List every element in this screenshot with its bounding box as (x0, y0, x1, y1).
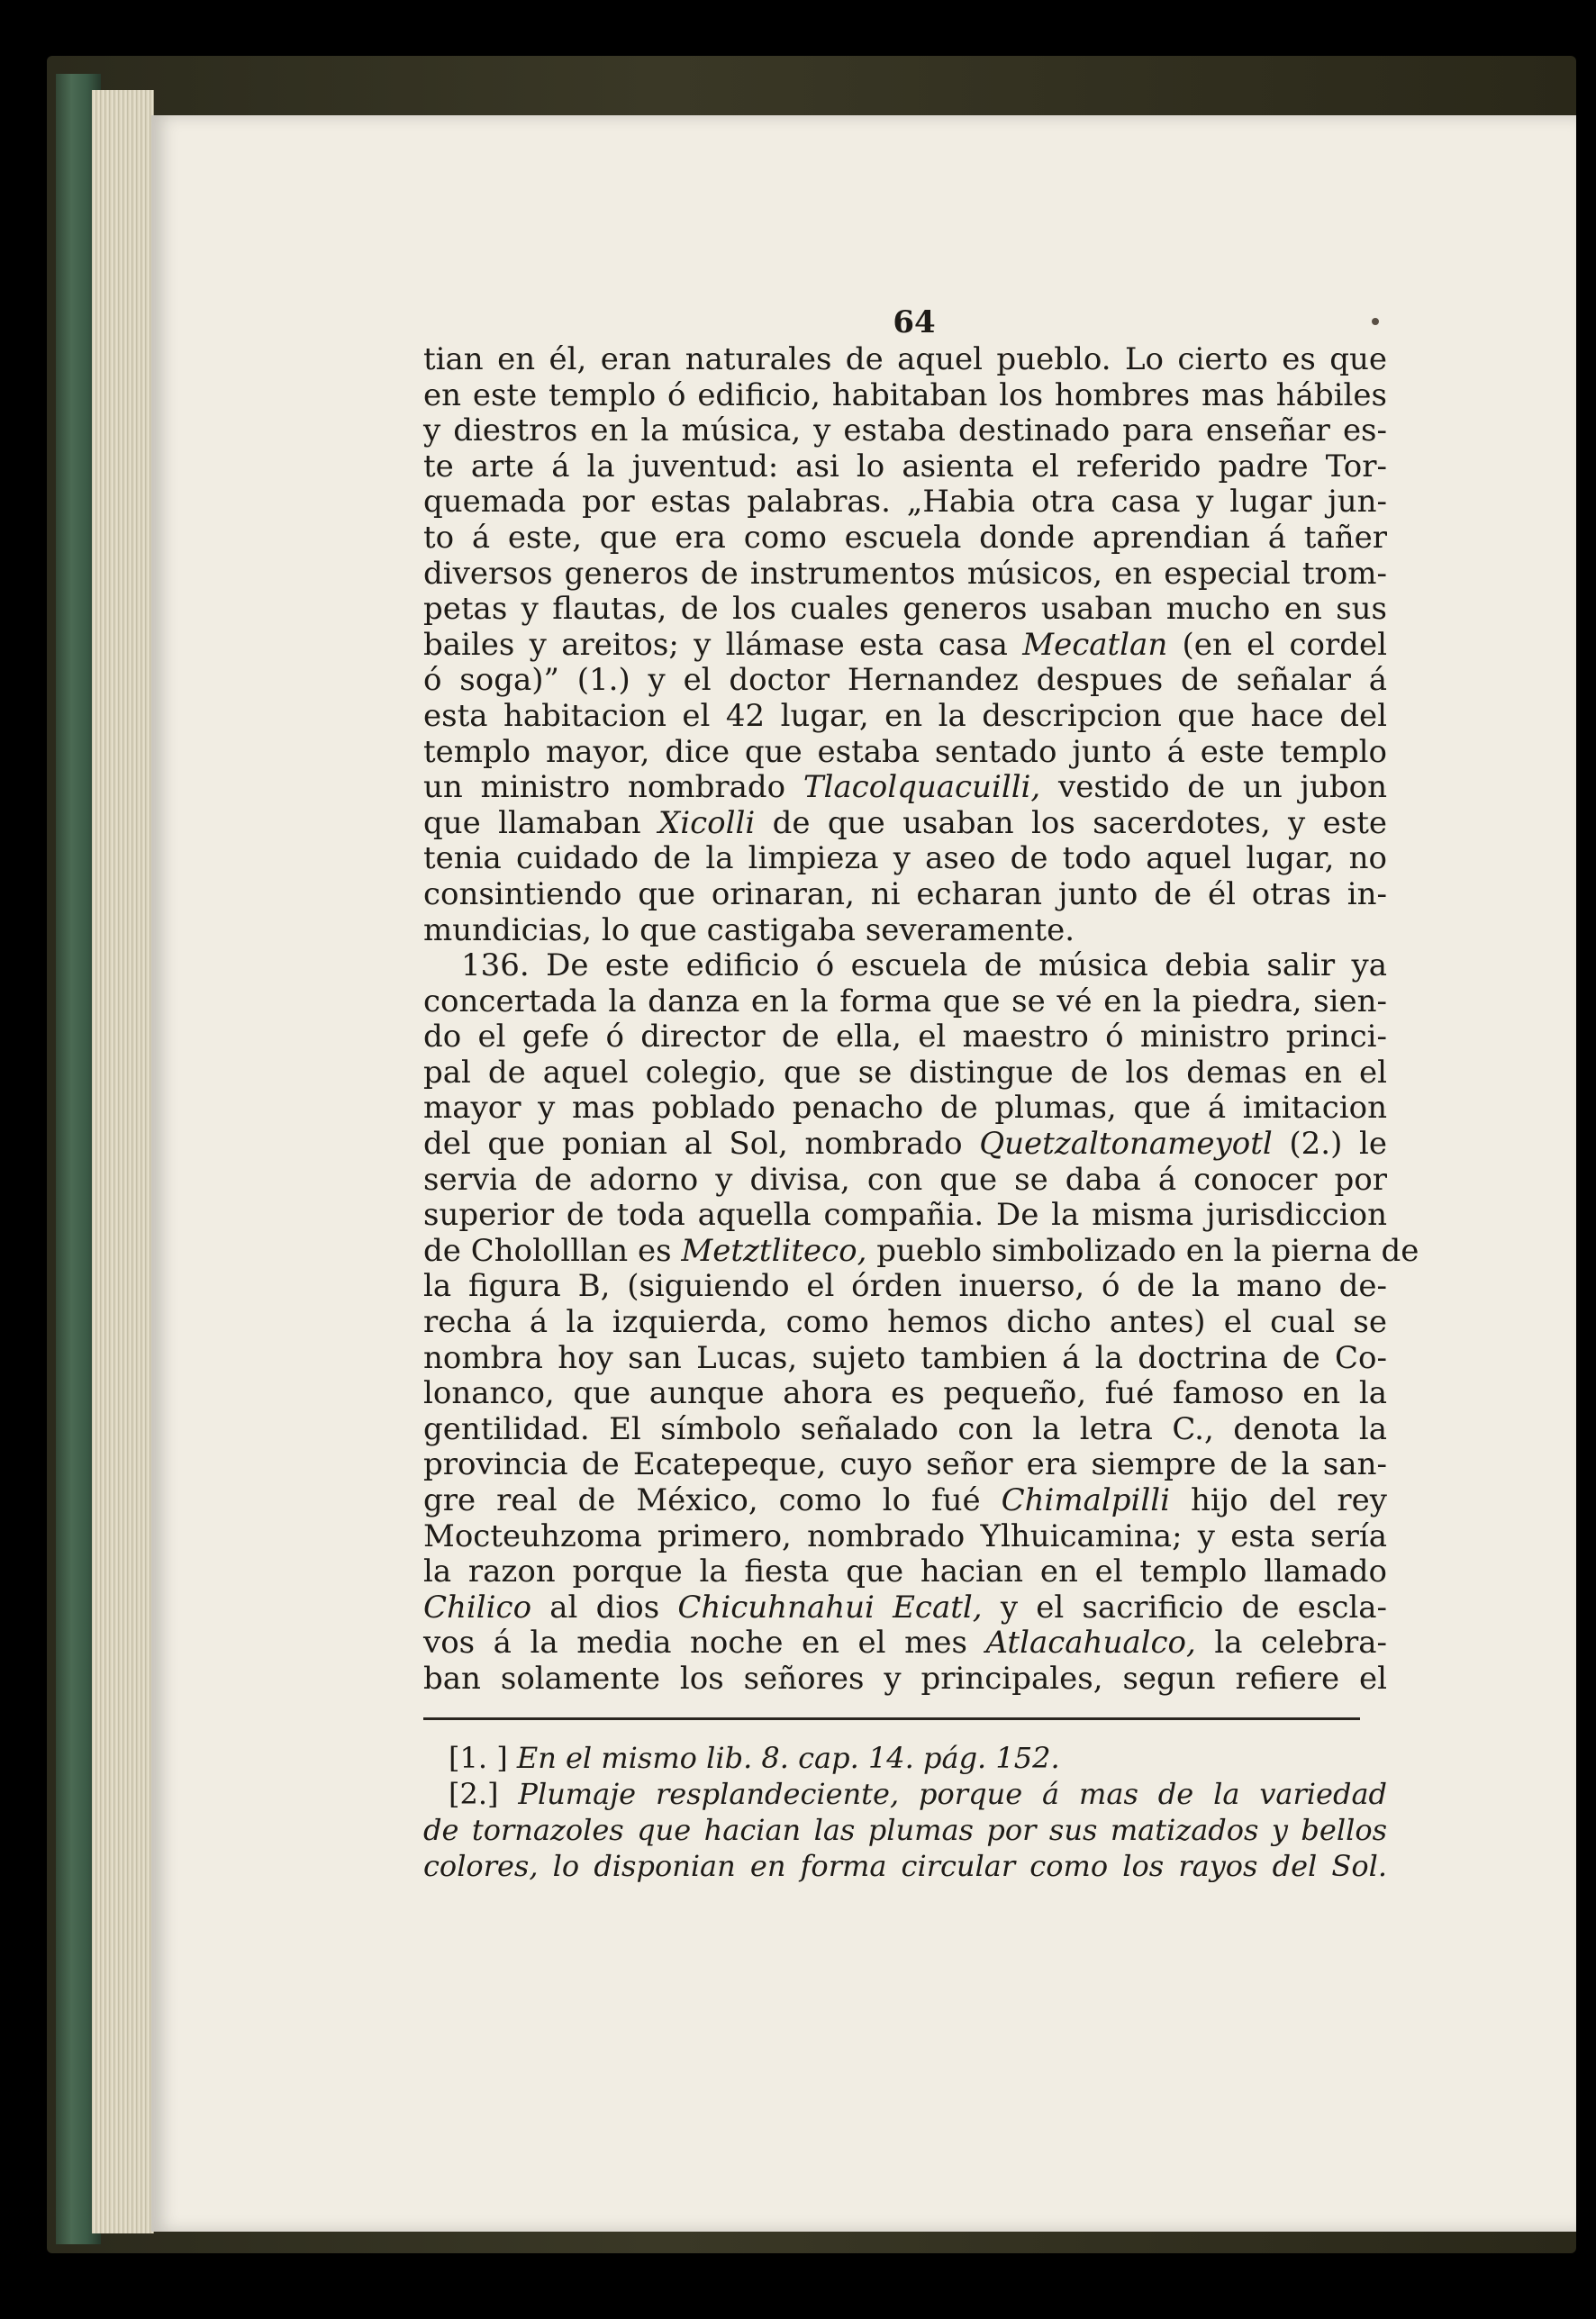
italic-term: Tlacolquacuilli, (803, 769, 1041, 806)
italic-term: Chicuhnahui Ecatl, (677, 1589, 983, 1626)
italic-term: Quetzaltonameyotl (979, 1126, 1273, 1163)
text-line (423, 913, 1387, 949)
text-line (423, 1590, 1387, 1626)
text-line (423, 1519, 1387, 1555)
text-line (423, 1341, 1387, 1377)
text-run: ban solamente los señores y principales, segun refiere el (423, 1660, 1387, 1697)
footnote-rule (423, 1717, 1360, 1720)
text-run: to á este, que era como escuela donde aprendian á tañer (423, 519, 1387, 556)
text-run: 136. De este edificio ó escuela de música debia salir ya (461, 947, 1387, 984)
text-line (423, 1626, 1387, 1662)
text-line (423, 557, 1387, 593)
footnote-text: colores, lo disponian en forma circular como los rayos del Sol. (423, 1848, 1387, 1883)
text-run: nombra hoy san Lucas, sujeto tambien á la doctrina de Co- (423, 1339, 1387, 1376)
text-run: Mocteuhzoma primero, nombrado Ylhuicamina; y esta sería (423, 1517, 1387, 1554)
text-line (423, 1232, 1419, 1270)
text-run: concertada la danza en la forma que se vé en la piedra, sien- (423, 983, 1387, 1019)
text-run: (en el cordel (1167, 626, 1388, 663)
text-run: lonanco, que aunque ahora es pequeño, fué famoso en la (423, 1375, 1387, 1412)
text-line (423, 1091, 1387, 1127)
text-run: templo mayor, dice que estaba sentado junto á este templo (423, 733, 1387, 770)
text-run: consintiendo que orinaran, ni echaran junto de él otras in- (423, 875, 1387, 912)
text-line (423, 342, 1387, 378)
text-run: pueblo simbolizado en la pierna de (866, 1232, 1419, 1269)
footnote-line (423, 1776, 1387, 1812)
footnote-text: En el mismo lib. 8. cap. 14. pág. 152. (516, 1740, 1060, 1775)
text-run: petas y flautas, de los cuales generos usaban mucho en sus (423, 591, 1387, 628)
italic-term: Metztliteco, (681, 1232, 867, 1269)
text-run: tenia cuidado de la limpieza y aseo de todo aquel lugar, no (423, 840, 1387, 877)
text-run: pal de aquel colegio, que se distingue de los demas en el (423, 1054, 1387, 1091)
text-line (423, 592, 1387, 628)
italic-term: Xicolli (658, 804, 756, 841)
footnotes (423, 1740, 1387, 1884)
text-line (423, 1376, 1387, 1412)
text-line (423, 521, 1387, 557)
italic-term: Chimalpilli (1001, 1482, 1171, 1518)
text-run: quemada por estas palabras. „Habia otra casa y lugar jun- (423, 484, 1387, 521)
text-run: mundicias, lo que castigaba severamente. (423, 911, 1075, 948)
text-line (423, 1662, 1387, 1698)
text-run: ó soga)” (1.) y el doctor Hernandez despues de señalar á (423, 662, 1387, 699)
text-run: do el gefe ó director de ella, el maestro ó ministro princi- (423, 1019, 1387, 1055)
text-run: la celebra- (1195, 1625, 1387, 1662)
body-text (423, 341, 1419, 1698)
text-run: superior de toda aquella compañia. De la misma jurisdiccion (423, 1197, 1387, 1234)
text-line (423, 699, 1387, 735)
text-run: de que usaban los sacerdotes, y este (755, 804, 1387, 841)
text-run: de Chololllan es (423, 1232, 682, 1269)
footnote-line (423, 1740, 1387, 1776)
page-edges (92, 90, 154, 2233)
text-line (423, 1198, 1387, 1234)
text-run: mayor y mas poblado penacho de plumas, que á imitacion (423, 1090, 1387, 1127)
text-run: y el sacrificio de escla- (982, 1589, 1387, 1626)
text-run: vestido de un jubon (1040, 769, 1387, 806)
page-number: 64 (893, 304, 936, 340)
text-line (423, 877, 1387, 913)
text-line (423, 1447, 1387, 1483)
footnote-line (423, 1848, 1387, 1884)
text-run: recha á la izquierda, como hemos dicho antes) el cual se (423, 1304, 1387, 1341)
text-run: diversos generos de instrumentos músicos, en especial trom- (423, 555, 1387, 592)
text-line (423, 1554, 1387, 1590)
italic-term: Chilico (423, 1589, 532, 1626)
text-run: esta habitacion el 42 lugar, en la descripcion que hace del (423, 697, 1387, 734)
text-run: hijo del rey (1170, 1482, 1387, 1518)
text-run: te arte á la juventud: asi lo asienta el referido padre Tor- (423, 448, 1387, 485)
text-line (423, 948, 1387, 984)
text-run: al dios (531, 1589, 678, 1626)
text-run: vos á la media noche en el mes (423, 1625, 986, 1662)
text-run: provincia de Ecatepeque, cuyo señor era siempre de la san- (423, 1446, 1387, 1483)
text-line (423, 1055, 1387, 1092)
text-line (423, 378, 1387, 414)
text-run: que llamaban (423, 804, 659, 841)
page-content (423, 303, 1419, 1884)
text-line (423, 806, 1387, 842)
text-line (423, 1269, 1387, 1305)
text-line (423, 1019, 1387, 1055)
text-line (423, 770, 1387, 806)
footnote-marker: [1. ] (449, 1740, 517, 1775)
text-run: la razon porque la fiesta que hacian en el templo llamado (423, 1554, 1387, 1590)
text-line (423, 1483, 1387, 1519)
text-line (423, 485, 1387, 521)
text-line (423, 413, 1387, 449)
text-line (423, 735, 1387, 771)
text-run: servia de adorno y divisa, con que se daba á conocer por (423, 1161, 1387, 1198)
text-run: gentilidad. El símbolo señalado con la letra C., denota la (423, 1410, 1387, 1447)
text-line (423, 841, 1387, 877)
text-line (423, 1412, 1387, 1448)
text-line (423, 449, 1387, 485)
text-line (423, 1163, 1387, 1199)
footnote-marker: [2.] (449, 1776, 519, 1811)
footnote-text: Plumaje resplandeciente, porque á mas de la variedad (518, 1776, 1388, 1811)
italic-term: Mecatlan (1022, 626, 1168, 663)
text-line (423, 628, 1387, 664)
text-run: la figura B, (siguiendo el órden inuerso, ó de la mano de- (423, 1268, 1387, 1305)
text-line (423, 663, 1387, 699)
footnote-line (423, 1812, 1387, 1848)
text-run: en este templo ó edificio, habitaban los hombres mas hábiles (423, 376, 1387, 413)
text-run: bailes y areitos; y llámase esta casa (423, 626, 1023, 663)
text-run: (2.) le (1272, 1126, 1387, 1163)
text-run: del que ponian al Sol, nombrado (423, 1126, 980, 1163)
text-line (423, 1127, 1387, 1163)
footnote-text: de tornazoles que hacian las plumas por sus matizados y bellos (423, 1812, 1387, 1847)
text-line (423, 984, 1387, 1020)
text-run: tian en él, eran naturales de aquel pueblo. Lo cierto es que (423, 341, 1387, 377)
text-run: un ministro nombrado (423, 769, 803, 806)
text-run: y diestros en la música, y estaba destinado para enseñar es- (423, 412, 1387, 449)
text-run: gre real de México, como lo fué (423, 1482, 1002, 1518)
italic-term: Atlacahualco, (985, 1625, 1196, 1662)
text-line (423, 1305, 1387, 1341)
